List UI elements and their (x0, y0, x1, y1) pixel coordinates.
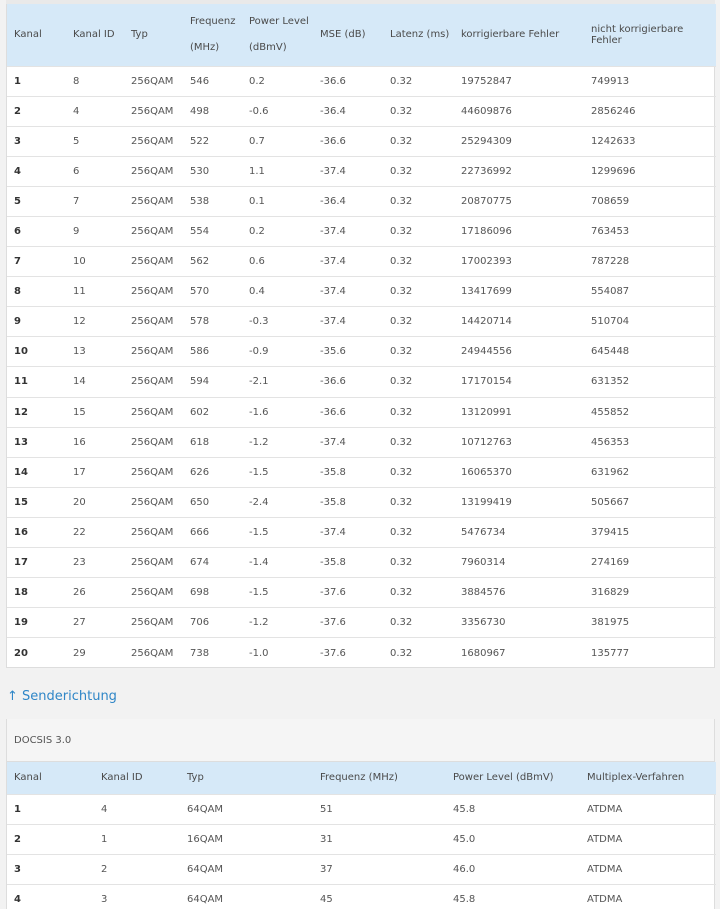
cell-nicht-korrigierbare-fehler: 1299696 (584, 156, 716, 186)
cell-kanal-id: 26 (66, 578, 124, 608)
table-row (7, 247, 716, 277)
cell-korrigierbare-fehler: 13417699 (454, 277, 584, 307)
cell-power-level: -1.2 (242, 427, 313, 457)
cell-latenz: 0.32 (383, 186, 454, 216)
cell-nicht-korrigierbare-fehler: 381975 (584, 608, 716, 638)
cell-kanal: 3 (7, 126, 66, 156)
cell-power-level: 46.0 (446, 854, 580, 884)
cell-typ: 256QAM (124, 247, 183, 277)
cell-korrigierbare-fehler: 22736992 (454, 156, 584, 186)
cell-nicht-korrigierbare-fehler: 749913 (584, 66, 716, 96)
cell-latenz: 0.32 (383, 247, 454, 277)
table-row (7, 277, 716, 307)
cell-kanal: 4 (7, 156, 66, 186)
cell-nicht-korrigierbare-fehler: 1242633 (584, 126, 716, 156)
cell-latenz: 0.32 (383, 608, 454, 638)
cell-mse: -35.6 (313, 337, 383, 367)
cell-frequenz: 626 (183, 457, 242, 487)
cell-frequenz: 538 (183, 186, 242, 216)
cell-power-level: -1.0 (242, 638, 313, 668)
cell-frequenz: 530 (183, 156, 242, 186)
cell-kanal-id: 8 (66, 66, 124, 96)
cell-latenz: 0.32 (383, 397, 454, 427)
header-frequenz-line2: (MHz) (190, 41, 220, 53)
cell-mse: -36.6 (313, 66, 383, 96)
header-frequenz: Frequenz (MHz) (313, 762, 446, 794)
header-power-line1: Power Level (249, 15, 309, 27)
cell-multiplex-verfahren: ATDMA (580, 794, 716, 824)
cell-typ: 256QAM (124, 397, 183, 427)
cell-korrigierbare-fehler: 19752847 (454, 66, 584, 96)
cell-kanal-id: 15 (66, 397, 124, 427)
table-row (7, 608, 716, 638)
cell-typ: 256QAM (124, 337, 183, 367)
cell-power-level: 0.2 (242, 66, 313, 96)
header-mse: MSE (dB) (313, 4, 383, 66)
table-row (7, 487, 716, 517)
cell-korrigierbare-fehler: 7960314 (454, 548, 584, 578)
cell-latenz: 0.32 (383, 548, 454, 578)
cell-mse: -36.4 (313, 186, 383, 216)
cell-kanal: 1 (7, 66, 66, 96)
cell-typ: 64QAM (180, 884, 313, 909)
cell-mse: -37.4 (313, 427, 383, 457)
cell-frequenz: 706 (183, 608, 242, 638)
header-kanal-id: Kanal ID (94, 762, 180, 794)
cell-korrigierbare-fehler: 20870775 (454, 186, 584, 216)
cell-kanal: 8 (7, 277, 66, 307)
cell-kanal-id: 22 (66, 517, 124, 547)
cell-kanal-id: 10 (66, 247, 124, 277)
cell-frequenz: 666 (183, 517, 242, 547)
header-frequenz (183, 4, 242, 66)
cell-typ: 64QAM (180, 854, 313, 884)
cell-mse: -35.8 (313, 548, 383, 578)
cell-latenz: 0.32 (383, 96, 454, 126)
table-row (7, 216, 716, 246)
table-row (7, 824, 716, 854)
cell-typ: 256QAM (124, 277, 183, 307)
cell-power-level: -2.1 (242, 367, 313, 397)
cell-korrigierbare-fehler: 13199419 (454, 487, 584, 517)
cell-mse: -36.4 (313, 96, 383, 126)
cell-frequenz: 602 (183, 397, 242, 427)
cell-kanal: 12 (7, 397, 66, 427)
cell-power-level: -1.5 (242, 457, 313, 487)
table-row (7, 578, 716, 608)
upstream-table-body (7, 794, 716, 909)
cell-korrigierbare-fehler: 3356730 (454, 608, 584, 638)
cell-mse: -37.4 (313, 156, 383, 186)
cell-power-level: 1.1 (242, 156, 313, 186)
cell-korrigierbare-fehler: 24944556 (454, 337, 584, 367)
cell-kanal: 6 (7, 216, 66, 246)
cell-power-level: 0.2 (242, 216, 313, 246)
cell-kanal-id: 11 (66, 277, 124, 307)
cell-kanal: 13 (7, 427, 66, 457)
cell-kanal-id: 13 (66, 337, 124, 367)
cell-power-level: 45.8 (446, 884, 580, 909)
cell-power-level: -0.3 (242, 307, 313, 337)
cell-nicht-korrigierbare-fehler: 708659 (584, 186, 716, 216)
table-row (7, 884, 716, 909)
cell-mse: -37.6 (313, 638, 383, 668)
cell-power-level: 0.1 (242, 186, 313, 216)
cell-korrigierbare-fehler: 13120991 (454, 397, 584, 427)
cell-mse: -36.6 (313, 397, 383, 427)
cell-kanal-id: 7 (66, 186, 124, 216)
table-row (7, 307, 716, 337)
cell-power-level: -1.4 (242, 548, 313, 578)
downstream-table-body (7, 66, 716, 668)
table-row (7, 638, 716, 668)
cell-latenz: 0.32 (383, 337, 454, 367)
cell-power-level: -0.6 (242, 96, 313, 126)
table-row (7, 156, 716, 186)
table-row (7, 517, 716, 547)
cell-korrigierbare-fehler: 5476734 (454, 517, 584, 547)
cell-typ: 256QAM (124, 487, 183, 517)
cell-power-level: -1.2 (242, 608, 313, 638)
cell-power-level: -1.6 (242, 397, 313, 427)
cell-nicht-korrigierbare-fehler: 379415 (584, 517, 716, 547)
cell-typ: 256QAM (124, 578, 183, 608)
cell-kanal-id: 17 (66, 457, 124, 487)
header-typ: Typ (180, 762, 313, 794)
cell-frequenz: 51 (313, 794, 446, 824)
header-frequenz-line1: Frequenz (190, 15, 236, 27)
cell-mse: -37.4 (313, 216, 383, 246)
header-kanal: Kanal (7, 762, 94, 794)
cell-kanal-id: 5 (66, 126, 124, 156)
table-row (7, 854, 716, 884)
cell-mse: -36.6 (313, 367, 383, 397)
cell-latenz: 0.32 (383, 307, 454, 337)
header-typ: Typ (124, 4, 183, 66)
cell-kanal: 4 (7, 884, 94, 909)
cell-nicht-korrigierbare-fehler: 455852 (584, 397, 716, 427)
downstream-panel (6, 0, 715, 668)
cell-power-level: -1.5 (242, 578, 313, 608)
cell-power-level: -0.9 (242, 337, 313, 367)
cell-kanal-id: 4 (94, 794, 180, 824)
cell-kanal-id: 3 (94, 884, 180, 909)
cell-kanal-id: 29 (66, 638, 124, 668)
cell-korrigierbare-fehler: 17002393 (454, 247, 584, 277)
header-power-level (242, 4, 313, 66)
cell-kanal-id: 4 (66, 96, 124, 126)
table-row (7, 457, 716, 487)
cell-nicht-korrigierbare-fehler: 316829 (584, 578, 716, 608)
cell-power-level: 0.4 (242, 277, 313, 307)
cell-frequenz: 498 (183, 96, 242, 126)
cell-kanal: 2 (7, 96, 66, 126)
table-row (7, 66, 716, 96)
cell-kanal: 17 (7, 548, 66, 578)
cell-kanal-id: 16 (66, 427, 124, 457)
cell-power-level: 0.7 (242, 126, 313, 156)
header-nicht-korrigierbare-fehler: nicht korrigierbare Fehler (584, 4, 716, 66)
cell-korrigierbare-fehler: 17186096 (454, 216, 584, 246)
table-row (7, 367, 716, 397)
cell-nicht-korrigierbare-fehler: 135777 (584, 638, 716, 668)
cell-frequenz: 586 (183, 337, 242, 367)
cell-mse: -37.4 (313, 307, 383, 337)
cell-typ: 256QAM (124, 427, 183, 457)
cell-multiplex-verfahren: ATDMA (580, 884, 716, 909)
cell-typ: 256QAM (124, 638, 183, 668)
cell-mse: -37.4 (313, 517, 383, 547)
table-row (7, 427, 716, 457)
cell-mse: -35.8 (313, 487, 383, 517)
cell-nicht-korrigierbare-fehler: 763453 (584, 216, 716, 246)
cell-korrigierbare-fehler: 25294309 (454, 126, 584, 156)
cell-typ: 16QAM (180, 824, 313, 854)
cell-latenz: 0.32 (383, 216, 454, 246)
header-multiplex-verfahren: Multiplex-Verfahren (580, 762, 716, 794)
cell-kanal: 20 (7, 638, 66, 668)
cell-kanal: 9 (7, 307, 66, 337)
cell-kanal: 14 (7, 457, 66, 487)
cell-typ: 256QAM (124, 66, 183, 96)
table-row (7, 397, 716, 427)
cell-typ: 256QAM (124, 608, 183, 638)
cell-latenz: 0.32 (383, 126, 454, 156)
cell-power-level: -1.5 (242, 517, 313, 547)
header-kanal-id: Kanal ID (66, 4, 124, 66)
cell-frequenz: 698 (183, 578, 242, 608)
cell-kanal: 10 (7, 337, 66, 367)
cell-multiplex-verfahren: ATDMA (580, 854, 716, 884)
cell-latenz: 0.32 (383, 156, 454, 186)
cell-frequenz: 45 (313, 884, 446, 909)
cell-typ: 256QAM (124, 186, 183, 216)
cell-frequenz: 650 (183, 487, 242, 517)
cell-frequenz: 738 (183, 638, 242, 668)
cell-typ: 256QAM (124, 548, 183, 578)
cell-kanal-id: 20 (66, 487, 124, 517)
cell-latenz: 0.32 (383, 578, 454, 608)
cell-mse: -35.8 (313, 457, 383, 487)
cell-nicht-korrigierbare-fehler: 274169 (584, 548, 716, 578)
header-power-line2: (dBmV) (249, 41, 287, 53)
cell-mse: -36.6 (313, 126, 383, 156)
cell-power-level: -2.4 (242, 487, 313, 517)
cell-kanal: 16 (7, 517, 66, 547)
docsis-label: DOCSIS 3.0 (7, 719, 714, 762)
upstream-table (7, 762, 716, 909)
cell-nicht-korrigierbare-fehler: 2856246 (584, 96, 716, 126)
cell-latenz: 0.32 (383, 427, 454, 457)
cell-typ: 256QAM (124, 367, 183, 397)
cell-frequenz: 674 (183, 548, 242, 578)
cell-korrigierbare-fehler: 3884576 (454, 578, 584, 608)
header-korrigierbare-fehler: korrigierbare Fehler (454, 4, 584, 66)
cell-frequenz: 578 (183, 307, 242, 337)
cell-frequenz: 522 (183, 126, 242, 156)
cell-kanal-id: 6 (66, 156, 124, 186)
cell-nicht-korrigierbare-fehler: 631352 (584, 367, 716, 397)
table-row (7, 126, 716, 156)
cell-mse: -37.4 (313, 277, 383, 307)
cell-typ: 256QAM (124, 96, 183, 126)
header-latenz: Latenz (ms) (383, 4, 454, 66)
cell-typ: 256QAM (124, 457, 183, 487)
cell-typ: 256QAM (124, 156, 183, 186)
cell-frequenz: 31 (313, 824, 446, 854)
table-header-row (7, 4, 716, 66)
cell-frequenz: 594 (183, 367, 242, 397)
cell-frequenz: 618 (183, 427, 242, 457)
cell-frequenz: 554 (183, 216, 242, 246)
cell-latenz: 0.32 (383, 66, 454, 96)
cell-korrigierbare-fehler: 17170154 (454, 367, 584, 397)
cell-kanal: 1 (7, 794, 94, 824)
cell-nicht-korrigierbare-fehler: 631962 (584, 457, 716, 487)
cell-kanal-id: 12 (66, 307, 124, 337)
cell-latenz: 0.32 (383, 367, 454, 397)
cell-typ: 64QAM (180, 794, 313, 824)
cell-typ: 256QAM (124, 216, 183, 246)
cell-latenz: 0.32 (383, 457, 454, 487)
cell-nicht-korrigierbare-fehler: 510704 (584, 307, 716, 337)
table-row (7, 96, 716, 126)
cell-kanal-id: 23 (66, 548, 124, 578)
cell-nicht-korrigierbare-fehler: 505667 (584, 487, 716, 517)
cell-kanal: 5 (7, 186, 66, 216)
cell-power-level: 45.0 (446, 824, 580, 854)
cell-latenz: 0.32 (383, 277, 454, 307)
cell-kanal: 18 (7, 578, 66, 608)
cell-nicht-korrigierbare-fehler: 645448 (584, 337, 716, 367)
cell-power-level: 0.6 (242, 247, 313, 277)
cell-korrigierbare-fehler: 10712763 (454, 427, 584, 457)
cell-mse: -37.4 (313, 247, 383, 277)
cell-kanal: 7 (7, 247, 66, 277)
cell-kanal: 11 (7, 367, 66, 397)
cell-korrigierbare-fehler: 14420714 (454, 307, 584, 337)
cell-frequenz: 37 (313, 854, 446, 884)
cell-frequenz: 546 (183, 66, 242, 96)
cell-mse: -37.6 (313, 608, 383, 638)
cell-kanal: 15 (7, 487, 66, 517)
cell-frequenz: 562 (183, 247, 242, 277)
cell-frequenz: 570 (183, 277, 242, 307)
upstream-panel (6, 719, 715, 909)
downstream-table (7, 4, 716, 668)
cell-kanal: 19 (7, 608, 66, 638)
table-row (7, 794, 716, 824)
table-row (7, 186, 716, 216)
cell-latenz: 0.32 (383, 487, 454, 517)
cell-nicht-korrigierbare-fehler: 456353 (584, 427, 716, 457)
cell-nicht-korrigierbare-fehler: 554087 (584, 277, 716, 307)
cell-typ: 256QAM (124, 307, 183, 337)
cell-kanal-id: 1 (94, 824, 180, 854)
cell-mse: -37.6 (313, 578, 383, 608)
cell-kanal: 3 (7, 854, 94, 884)
cell-kanal: 2 (7, 824, 94, 854)
cell-kanal-id: 14 (66, 367, 124, 397)
cell-kanal-id: 9 (66, 216, 124, 246)
cell-kanal-id: 2 (94, 854, 180, 884)
cell-typ: 256QAM (124, 517, 183, 547)
table-row (7, 548, 716, 578)
cell-korrigierbare-fehler: 44609876 (454, 96, 584, 126)
header-power-level: Power Level (dBmV) (446, 762, 580, 794)
cell-korrigierbare-fehler: 16065370 (454, 457, 584, 487)
cell-latenz: 0.32 (383, 517, 454, 547)
cell-typ: 256QAM (124, 126, 183, 156)
cell-latenz: 0.32 (383, 638, 454, 668)
cell-power-level: 45.8 (446, 794, 580, 824)
senderichtung-link[interactable]: ↑ Senderichtung (7, 689, 117, 704)
header-kanal: Kanal (7, 4, 66, 66)
cell-kanal-id: 27 (66, 608, 124, 638)
cell-multiplex-verfahren: ATDMA (580, 824, 716, 854)
cell-nicht-korrigierbare-fehler: 787228 (584, 247, 716, 277)
cell-korrigierbare-fehler: 1680967 (454, 638, 584, 668)
table-row (7, 337, 716, 367)
table-header-row (7, 762, 716, 794)
